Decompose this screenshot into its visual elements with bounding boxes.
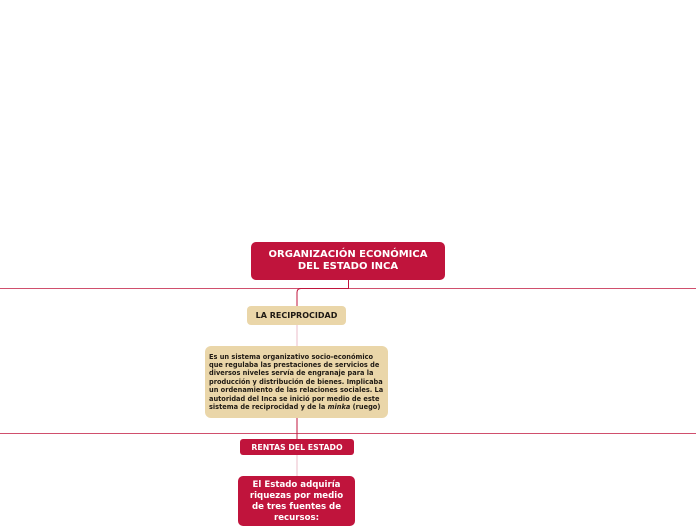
reciprocidad-text-end: (ruego) [350, 403, 381, 412]
rentas-label: RENTAS DEL ESTADO [251, 442, 343, 452]
rentas-description-node[interactable] [238, 476, 355, 526]
rentas-node[interactable] [240, 439, 354, 455]
root-node[interactable] [251, 242, 445, 280]
reciprocidad-text-main: Es un sistema organizativo socio-económico que regulaba las prestaciones de servicios de diversos niveles servía de engranaje para la producción y distribución de bienes. Implicaba un ordenamiento de las relaciones sociales. La autoridad del Inca se inició por medio de este sistema de reciprocidad y de la [209, 352, 384, 412]
reciprocidad-description-node[interactable] [205, 346, 388, 418]
reciprocidad-description [209, 353, 384, 412]
reciprocidad-text-emphasis: minka [327, 403, 351, 412]
reciprocidad-label: LA RECIPROCIDAD [255, 311, 338, 320]
root-title: ORGANIZACIÓN ECONÓMICA DEL ESTADO INCA [268, 249, 428, 272]
connector-root-to-branch [297, 280, 349, 306]
reciprocidad-node[interactable] [247, 306, 346, 325]
rentas-description: El Estado adquiría riquezas por medio de tres fuentes de recursos: [249, 480, 344, 523]
